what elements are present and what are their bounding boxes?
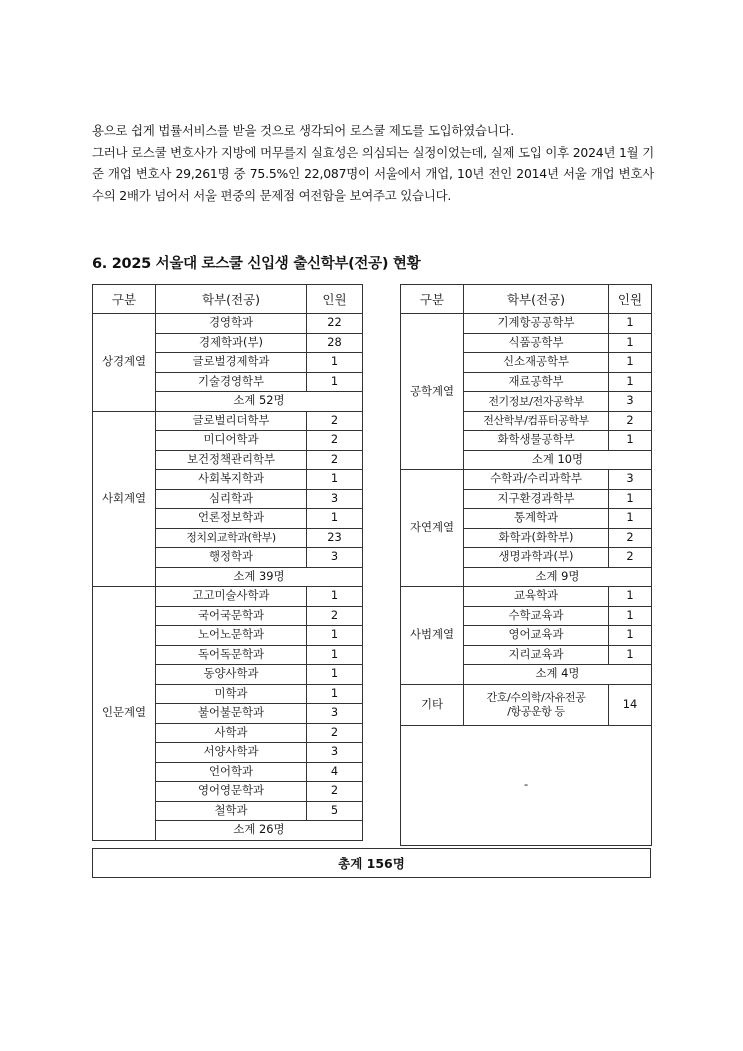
left-count-cell: 1 [307, 684, 363, 704]
left-row [93, 411, 363, 431]
left-major-cell: 글로벌경제학과 [156, 353, 307, 373]
right-count-cell: 3 [609, 470, 652, 490]
left-header-count: 인원 [307, 285, 363, 314]
left-count-cell: 5 [307, 801, 363, 821]
left-major-cell: 정치외교학과(학부) [156, 528, 307, 548]
right-row [401, 314, 652, 334]
right-major-cell: 기계항공공학부 [464, 314, 609, 334]
right-major-cell: 교육학과 [464, 587, 609, 607]
right-row [401, 587, 652, 607]
left-major-cell: 고고미술사학과 [156, 587, 307, 607]
right-major-cell: 식품공학부 [464, 333, 609, 353]
left-header-category: 구분 [93, 285, 156, 314]
right-major-cell: 전기정보/전자공학부 [464, 392, 609, 412]
left-count-cell: 2 [307, 782, 363, 802]
right-count-cell: 1 [609, 353, 652, 373]
intro-line-2: 그러나 로스쿨 변호사가 지방에 머무를지 실효성은 의심되는 실정이었는데, 실제 도입 이후 2024년 1월 기준 개업 변호사 29,261명 중 75.5%인 22,087명이 서울에서 개업, 10년 전인 2014년 서울 개업 변호사 수의 2배가 넘어서 서울 편중의 문제점 여전함을 보여주고 있습니다. [92, 144, 654, 203]
left-count-cell: 23 [307, 528, 363, 548]
left-count-cell: 3 [307, 489, 363, 509]
intro-paragraph [92, 120, 654, 206]
left-count-cell: 22 [307, 314, 363, 334]
left-major-cell: 미학과 [156, 684, 307, 704]
left-header-row [93, 285, 363, 314]
left-major-cell: 서양사학과 [156, 743, 307, 763]
right-major-cell: 지리교육과 [464, 645, 609, 665]
right-header-major: 학부(전공) [464, 285, 609, 314]
right-header-category: 구분 [401, 285, 464, 314]
left-count-cell: 1 [307, 372, 363, 392]
right-major-cell: 생명과학과(부) [464, 548, 609, 568]
right-count-cell: 1 [609, 626, 652, 646]
right-count-cell: 1 [609, 645, 652, 665]
right-major-cell: 영어교육과 [464, 626, 609, 646]
left-major-cell: 보건정책관리학부 [156, 450, 307, 470]
right-major-cell: 통계학과 [464, 509, 609, 529]
left-major-cell: 경제학과(부) [156, 333, 307, 353]
left-major-cell: 언론정보학과 [156, 509, 307, 529]
right-count-cell: 1 [609, 606, 652, 626]
right-empty-row [401, 725, 652, 845]
right-count-cell: 1 [609, 509, 652, 529]
left-subtotal-cell: 소계 26명 [156, 821, 363, 841]
left-count-cell: 1 [307, 353, 363, 373]
left-count-cell: 4 [307, 762, 363, 782]
right-major-cell: 신소재공학부 [464, 353, 609, 373]
right-count-cell: 1 [609, 333, 652, 353]
right-count-cell: 1 [609, 587, 652, 607]
right-major-cell: 전산학부/컴퓨터공학부 [464, 411, 609, 431]
right-table [400, 284, 652, 846]
right-major-cell: 화학과(화학부) [464, 528, 609, 548]
left-major-cell: 사학과 [156, 723, 307, 743]
right-count-cell: 2 [609, 528, 652, 548]
right-row [401, 470, 652, 490]
right-subtotal-cell: 소계 4명 [464, 665, 652, 685]
left-subtotal-cell: 소계 52명 [156, 392, 363, 412]
left-row [93, 314, 363, 334]
left-major-cell: 영어영문학과 [156, 782, 307, 802]
left-count-cell: 2 [307, 411, 363, 431]
section-title: 6. 2025 서울대 로스쿨 신입생 출신학부(전공) 현황 [92, 256, 421, 272]
left-major-cell: 기술경영학부 [156, 372, 307, 392]
right-header-row [401, 285, 652, 314]
left-major-cell: 글로벌리더학부 [156, 411, 307, 431]
right-empty-cell: - [401, 725, 652, 845]
right-count-cell: 1 [609, 431, 652, 451]
right-other-major-line-1: 간호/수의학/자유전공 [486, 691, 586, 705]
left-category-cell: 사회계열 [93, 411, 156, 587]
left-count-cell: 2 [307, 431, 363, 451]
right-header-count: 인원 [609, 285, 652, 314]
right-subtotal-cell: 소계 10명 [464, 450, 652, 470]
left-subtotal-cell: 소계 39명 [156, 567, 363, 587]
right-major-cell: 수학교육과 [464, 606, 609, 626]
left-major-cell: 국어국문학과 [156, 606, 307, 626]
left-count-cell: 1 [307, 626, 363, 646]
right-count-cell: 1 [609, 489, 652, 509]
right-other-row [401, 684, 652, 725]
left-count-cell: 1 [307, 470, 363, 490]
left-count-cell: 1 [307, 665, 363, 685]
left-major-cell: 철학과 [156, 801, 307, 821]
right-count-cell: 1 [609, 372, 652, 392]
right-other-major [464, 684, 609, 725]
left-category-cell: 상경계열 [93, 314, 156, 412]
left-count-cell: 2 [307, 450, 363, 470]
right-subtotal-cell: 소계 9명 [464, 567, 652, 587]
left-count-cell: 3 [307, 743, 363, 763]
left-major-cell: 언어학과 [156, 762, 307, 782]
right-other-category: 기타 [401, 684, 464, 725]
left-major-cell: 미디어학과 [156, 431, 307, 451]
right-major-cell: 지구환경과학부 [464, 489, 609, 509]
right-other-major-line-2: /항공운항 등 [507, 704, 565, 718]
left-row [93, 587, 363, 607]
grand-total: 총계 156명 [92, 848, 651, 878]
left-major-cell: 동양사학과 [156, 665, 307, 685]
right-count-cell: 2 [609, 548, 652, 568]
right-category-cell: 사범계열 [401, 587, 464, 685]
left-major-cell: 심리학과 [156, 489, 307, 509]
right-category-cell: 공학계열 [401, 314, 464, 470]
left-category-cell: 인문계열 [93, 587, 156, 841]
right-count-cell: 3 [609, 392, 652, 412]
left-major-cell: 경영학과 [156, 314, 307, 334]
left-count-cell: 1 [307, 509, 363, 529]
left-count-cell: 3 [307, 548, 363, 568]
right-other-count: 14 [609, 684, 652, 725]
right-count-cell: 1 [609, 314, 652, 334]
left-count-cell: 28 [307, 333, 363, 353]
right-major-cell: 화학생물공학부 [464, 431, 609, 451]
left-major-cell: 행정학과 [156, 548, 307, 568]
right-count-cell: 2 [609, 411, 652, 431]
left-count-cell: 2 [307, 606, 363, 626]
left-count-cell: 2 [307, 723, 363, 743]
left-table [92, 284, 363, 841]
left-count-cell: 3 [307, 704, 363, 724]
right-category-cell: 자연계열 [401, 470, 464, 587]
left-count-cell: 1 [307, 645, 363, 665]
left-header-major: 학부(전공) [156, 285, 307, 314]
left-count-cell: 1 [307, 587, 363, 607]
left-major-cell: 사회복지학과 [156, 470, 307, 490]
right-major-cell: 재료공학부 [464, 372, 609, 392]
right-major-cell: 수학과/수리과학부 [464, 470, 609, 490]
intro-line-1: 용으로 쉽게 법률서비스를 받을 것으로 생각되어 로스쿨 제도를 도입하였습니다. [92, 123, 515, 138]
left-major-cell: 독어독문학과 [156, 645, 307, 665]
left-major-cell: 노어노문학과 [156, 626, 307, 646]
left-major-cell: 불어불문학과 [156, 704, 307, 724]
